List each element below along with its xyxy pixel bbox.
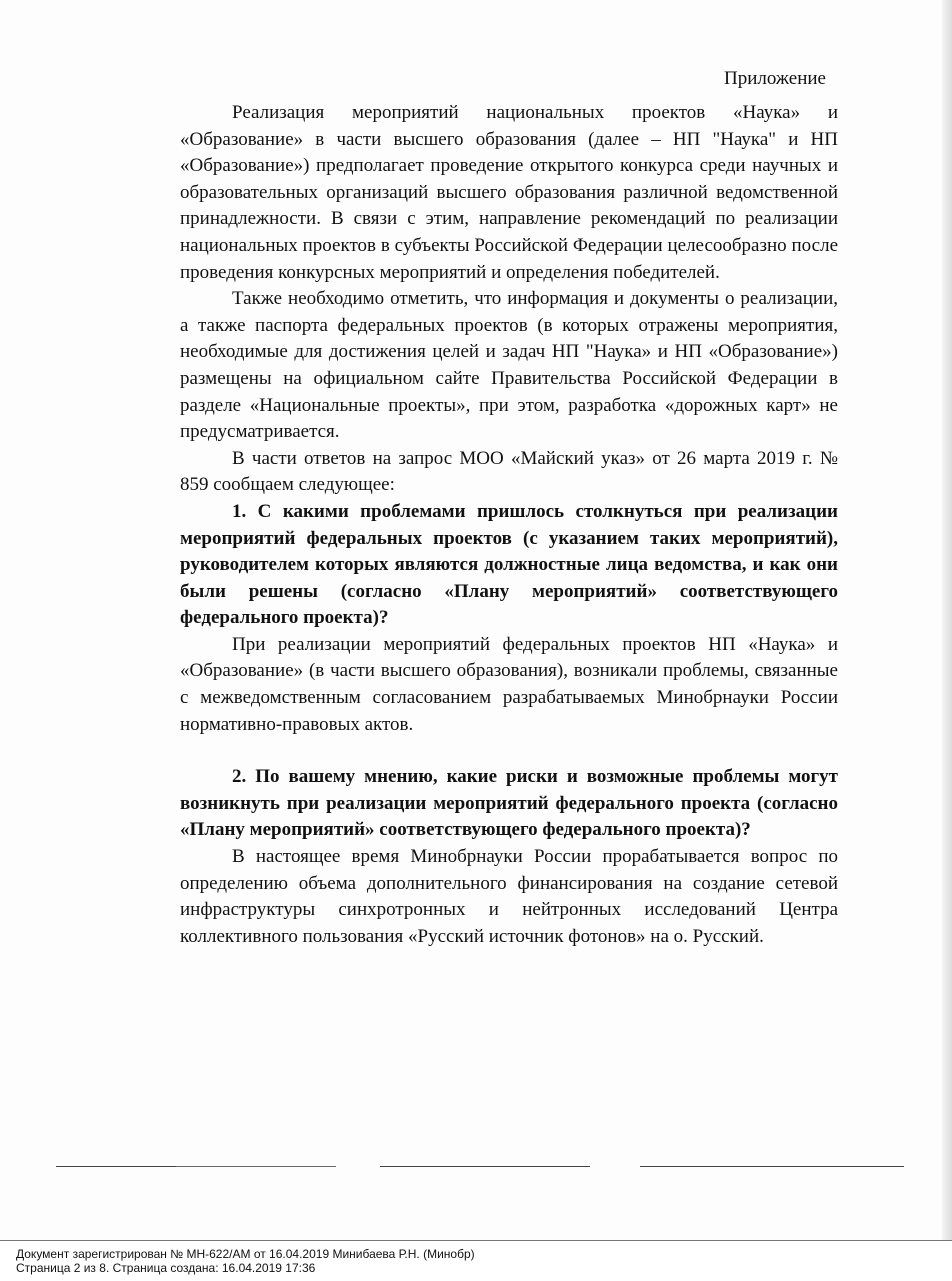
paragraph-gap <box>180 738 838 764</box>
separator-line <box>56 1166 176 1167</box>
separator-line <box>640 1166 904 1167</box>
separator-line <box>176 1166 336 1167</box>
answer-1: При реализации мероприятий федеральных проектов НП «Наука» и «Образование» (в части высшего образования), возникали проблемы, связанные с межведомственным согласованием разрабатываемых Минобрнауки России нормативно-правовых актов. <box>180 633 838 735</box>
registration-info: Документ зарегистрирован № МН-622/АМ от 16.04.2019 Минибаева Р.Н. (Минобр) <box>16 1247 475 1261</box>
paragraph-intro: Реализация мероприятий национальных проектов «Наука» и «Образование» в части высшего образования (далее – НП "Наука" и НП «Образование») предполагает проведение открытого конкурса среди научных и образовательных организаций высшего образования различной ведомственной принадлежности. В связи с этим, направление рекомендаций по реализации национальных проектов в субъекты Российской Федерации целесообразно после проведения конкурсных мероприятий и определения победителей. <box>180 102 838 283</box>
registration-footer <box>0 1240 952 1281</box>
question-1: 1. С какими проблемами пришлось столкнуться при реализации мероприятий федеральных проектов (с указанием таких мероприятий), руководителем которых являются должностные лица ведомства, и как они были решены (согласно «Плану мероприятий» соответствующего федерального проекта)? <box>180 500 838 629</box>
separator-line <box>380 1166 590 1167</box>
page-edge-shadow <box>942 0 952 1240</box>
page-info: Страница 2 из 8. Страница создана: 16.04.2019 17:36 <box>16 1261 316 1275</box>
answer-2: В настоящее время Минобрнауки России прорабатывается вопрос по определению объема дополнительного финансирования на создание сетевой инфраструктуры синхротронных и нейтронных исследований Центра коллективного пользования «Русский источник фотонов» на о. Русский. <box>180 846 838 947</box>
appendix-label: Приложение <box>724 68 826 89</box>
document-body <box>180 100 838 950</box>
paragraph-passports: Также необходимо отметить, что информация и документы о реализации, а также паспорта федеральных проектов (в которых отражены мероприятия, необходимые для достижения целей и задач НП "Наука» и НП «Образование») размещены на официальном сайте Правительства Российской Федерации в разделе «Национальные проекты», при этом, разработка «дорожных карт» не предусматривается. <box>180 288 838 443</box>
question-2: 2. По вашему мнению, какие риски и возможные проблемы могут возникнуть при реализации мероприятий федерального проекта (согласно «Плану мероприятий» соответствующего федерального проекта)? <box>180 766 838 841</box>
paragraph-request: В части ответов на запрос МОО «Майский указ» от 26 марта 2019 г. № 859 сообщаем следующее: <box>180 447 838 496</box>
